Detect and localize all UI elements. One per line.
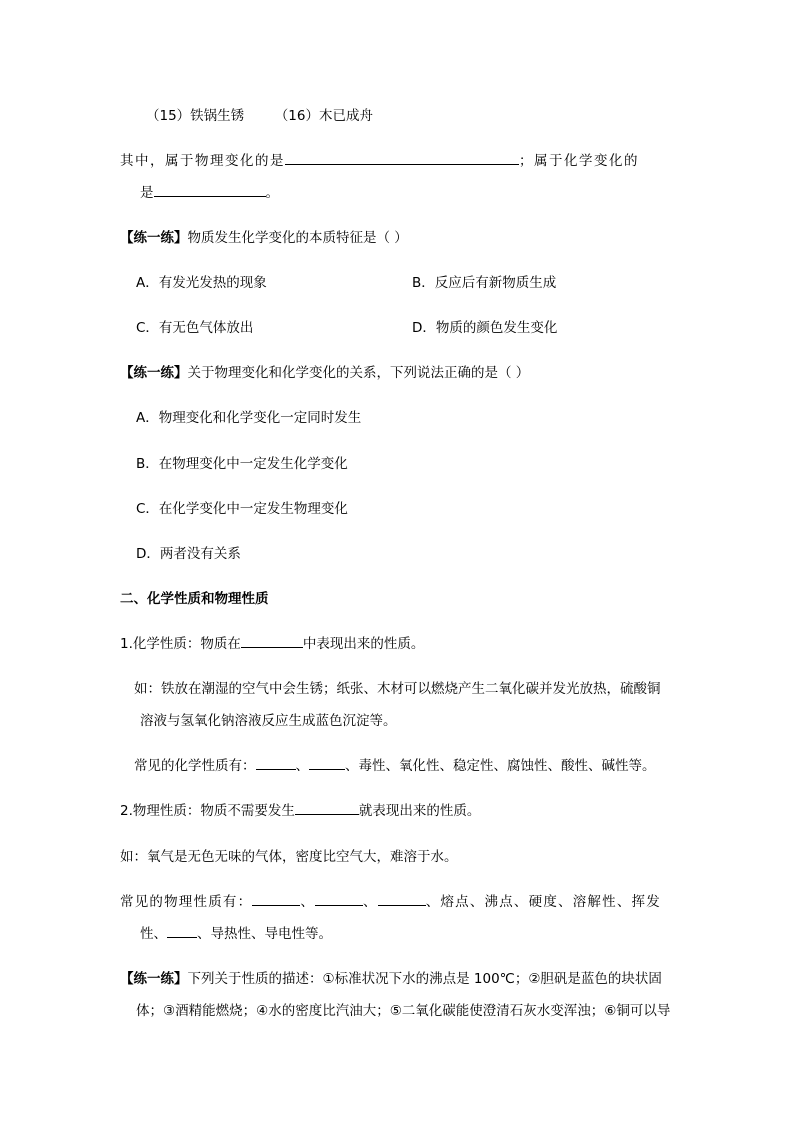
classify-line2-prefix: 是 [140, 185, 154, 201]
practice-tag: 【练一练】 [120, 971, 188, 987]
chem-prop-definition [120, 632, 424, 652]
practice-tag: 【练一练】 [120, 230, 188, 246]
phys-prop-example: 如：氧气是无色无味的气体，密度比空气大，难溶于水。 [120, 849, 458, 865]
classify-prefix: 其中，属于物理变化的是 [120, 153, 285, 169]
chem-prop-sep: 、 [295, 758, 309, 774]
phys-prop-common-2 [140, 922, 332, 942]
practice-2-option-b: B．在物理变化中一定发生化学变化 [136, 456, 348, 472]
practice-1-option-d: D．物质的颜色发生变化 [412, 320, 558, 336]
practice-2-question: 关于物理变化和化学变化的关系，下列说法正确的是（ ） [187, 365, 530, 381]
phys-prop-common-blank-3[interactable] [378, 891, 426, 906]
chem-prop-suffix: 中表现出来的性质。 [302, 636, 425, 652]
classify-line2-suffix: 。 [265, 185, 279, 201]
classify-line-1 [120, 149, 639, 169]
section-2-title: 二、化学性质和物理性质 [120, 591, 269, 607]
practice-2-stem [120, 361, 529, 381]
practice-3-line-1 [120, 967, 662, 987]
phys-prop-sep-2: 、 [363, 894, 378, 910]
practice-2-option-c: C．在化学变化中一定发生物理变化 [136, 501, 348, 517]
phys-prop-common-blank-4[interactable] [167, 923, 197, 938]
item-16: （16）木已成舟 [274, 108, 373, 124]
phys-prop-blank[interactable] [295, 800, 359, 815]
phys-prop-common-prefix: 常见的物理性质有： [120, 894, 253, 910]
practice-3-line-2: 体；③酒精能燃烧；④水的密度比汽油大；⑤二氧化碳能使澄清石灰水变浑浊；⑥铜可以导 [136, 1003, 671, 1019]
classify-line-2 [140, 181, 279, 201]
chem-prop-common [134, 754, 656, 774]
chem-prop-common-prefix: 常见的化学性质有： [134, 758, 256, 774]
chem-prop-common-blank-2[interactable] [309, 755, 345, 770]
chem-prop-common-blank-1[interactable] [256, 755, 296, 770]
practice-1-question: 物质发生化学变化的本质特征是（ ） [187, 230, 408, 246]
practice-1-option-a: A．有发光发热的现象 [136, 275, 267, 291]
chem-prop-example-1: 如：铁放在潮湿的空气中会生锈；纸张、木材可以燃烧产生二氧化碳并发光放热，硫酸铜 [134, 681, 661, 697]
item-15: （15）铁锅生锈 [146, 108, 245, 124]
phys-prop-suffix: 就表现出来的性质。 [358, 803, 481, 819]
classify-mid: ；属于化学变化的 [519, 153, 639, 169]
phys-prop-sep-1: 、 [300, 894, 316, 910]
item-15-16-row [146, 104, 373, 124]
practice-1-option-c: C．有无色气体放出 [136, 320, 254, 336]
phys-prop-line2-suffix: 、导热性、导电性等。 [197, 926, 332, 942]
practice-3-question-1: 下列关于性质的描述：①标准状况下水的沸点是 100℃；②胆矾是蓝色的块状固 [187, 971, 662, 987]
practice-2-option-d: D．两者没有关系 [136, 546, 241, 562]
phys-prop-common-1 [120, 890, 661, 910]
phys-prop-common-blank-2[interactable] [315, 891, 363, 906]
phys-prop-definition [120, 799, 480, 819]
practice-1-stem [120, 226, 408, 246]
phys-prop-line2-prefix: 性、 [140, 926, 167, 942]
practice-tag: 【练一练】 [120, 365, 188, 381]
chem-prop-common-suffix: 、毒性、氧化性、稳定性、腐蚀性、酸性、碱性等。 [345, 758, 656, 774]
physical-change-blank[interactable] [285, 150, 519, 165]
chem-prop-example-2: 溶液与氢氧化钠溶液反应生成蓝色沉淀等。 [140, 713, 397, 729]
chem-prop-blank[interactable] [241, 633, 303, 648]
practice-1-option-b: B．反应后有新物质生成 [412, 275, 557, 291]
phys-prop-common-suffix: 、熔点、沸点、硬度、溶解性、挥发 [425, 894, 661, 910]
practice-2-option-a: A．物理变化和化学变化一定同时发生 [136, 410, 362, 426]
chemical-change-blank[interactable] [154, 182, 266, 197]
phys-prop-prefix: 2.物理性质：物质不需要发生 [120, 803, 295, 819]
phys-prop-common-blank-1[interactable] [252, 891, 300, 906]
chem-prop-prefix: 1.化学性质：物质在 [120, 636, 241, 652]
